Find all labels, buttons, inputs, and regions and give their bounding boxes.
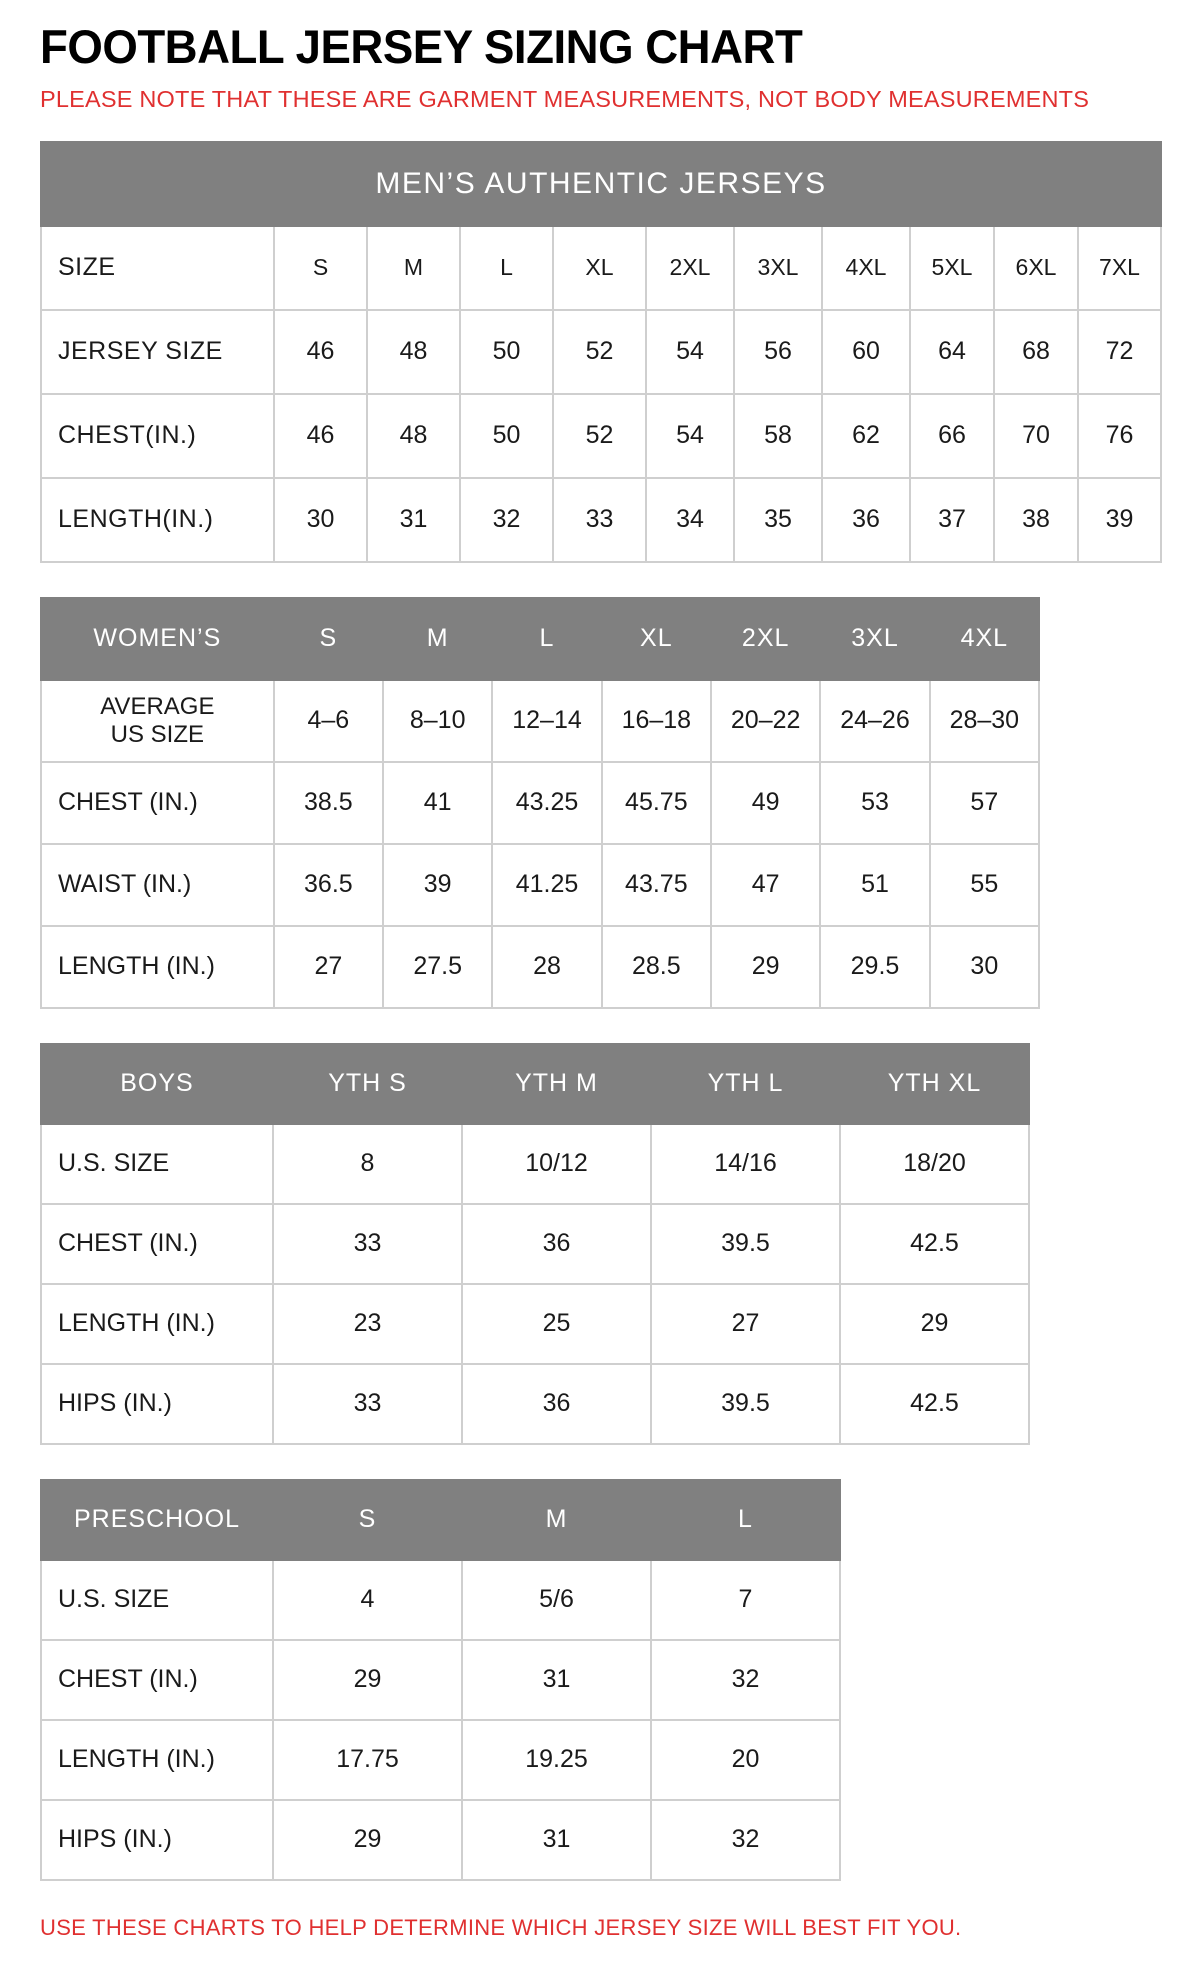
page-title: FOOTBALL JERSEY SIZING CHART (40, 20, 803, 73)
cell: 19.25 (462, 1720, 651, 1800)
table-header-row (41, 1480, 840, 1560)
cell: 50 (460, 394, 553, 478)
cell: 50 (460, 310, 553, 394)
cell: 36.5 (274, 844, 383, 926)
table-row (41, 1800, 840, 1880)
row-label-length: LENGTH(IN.) (41, 478, 274, 562)
womens-size-2xl: 2XL (711, 598, 820, 680)
cell: 38.5 (274, 762, 383, 844)
womens-size-l: L (492, 598, 601, 680)
cell: 8 (273, 1124, 462, 1204)
mens-size-6xl: 6XL (994, 226, 1078, 310)
cell: 43.25 (492, 762, 601, 844)
table-row (41, 680, 1039, 762)
table-row (41, 762, 1039, 844)
row-label-us-size: U.S. SIZE (41, 1124, 273, 1204)
cell: 24–26 (820, 680, 929, 762)
row-label-hips: HIPS (IN.) (41, 1800, 273, 1880)
cell: 29 (273, 1640, 462, 1720)
cell: 27.5 (383, 926, 492, 1008)
cell: 4–6 (274, 680, 383, 762)
cell: 18/20 (840, 1124, 1029, 1204)
cell: 7 (651, 1560, 840, 1640)
mens-size-xl: XL (553, 226, 646, 310)
table-row (41, 394, 1161, 478)
cell: 37 (910, 478, 994, 562)
row-label-chest: CHEST (IN.) (41, 762, 274, 844)
mens-authentic-jerseys-table (40, 141, 1162, 563)
cell: 55 (930, 844, 1039, 926)
table-row (41, 1560, 840, 1640)
cell: 20 (651, 1720, 840, 1800)
cell: 20–22 (711, 680, 820, 762)
row-label-hips: HIPS (IN.) (41, 1364, 273, 1444)
cell: 27 (651, 1284, 840, 1364)
cell: 39.5 (651, 1364, 840, 1444)
table-row (41, 1284, 1029, 1364)
table-row (41, 1720, 840, 1800)
row-label-us-size: U.S. SIZE (41, 1560, 273, 1640)
cell: 35 (734, 478, 822, 562)
cell: 43.75 (602, 844, 711, 926)
cell: 32 (651, 1640, 840, 1720)
womens-size-xl: XL (602, 598, 711, 680)
mens-size-2xl: 2XL (646, 226, 734, 310)
row-label-jersey-size: JERSEY SIZE (41, 310, 274, 394)
cell: 56 (734, 310, 822, 394)
cell: 36 (462, 1204, 651, 1284)
cell: 45.75 (602, 762, 711, 844)
womens-table-header: WOMEN’S (41, 598, 274, 680)
row-label-length: LENGTH (IN.) (41, 1284, 273, 1364)
table-row (41, 1124, 1029, 1204)
cell: 30 (930, 926, 1039, 1008)
cell: 41.25 (492, 844, 601, 926)
preschool-size-l: L (651, 1480, 840, 1560)
cell: 28.5 (602, 926, 711, 1008)
preschool-size-m: M (462, 1480, 651, 1560)
cell: 70 (994, 394, 1078, 478)
cell: 49 (711, 762, 820, 844)
cell: 39 (383, 844, 492, 926)
cell: 60 (822, 310, 910, 394)
cell: 32 (651, 1800, 840, 1880)
row-label-average-us-size: AVERAGE US SIZE (41, 680, 274, 762)
row-label-length: LENGTH (IN.) (41, 926, 274, 1008)
cell: 46 (274, 310, 367, 394)
cell: 5/6 (462, 1560, 651, 1640)
boys-jerseys-table (40, 1043, 1030, 1445)
cell: 17.75 (273, 1720, 462, 1800)
preschool-table-header: PRESCHOOL (41, 1480, 273, 1560)
cell: 31 (367, 478, 460, 562)
cell: 68 (994, 310, 1078, 394)
row-label-chest: CHEST (IN.) (41, 1204, 273, 1284)
cell: 64 (910, 310, 994, 394)
table-row (41, 1204, 1029, 1284)
cell: 36 (462, 1364, 651, 1444)
mens-size-m: M (367, 226, 460, 310)
cell: 38 (994, 478, 1078, 562)
cell: 47 (711, 844, 820, 926)
cell: 23 (273, 1284, 462, 1364)
cell: 46 (274, 394, 367, 478)
womens-size-m: M (383, 598, 492, 680)
row-label-length: LENGTH (IN.) (41, 1720, 273, 1800)
cell: 57 (930, 762, 1039, 844)
womens-size-s: S (274, 598, 383, 680)
table-row (41, 226, 1161, 310)
cell: 33 (273, 1364, 462, 1444)
cell: 29 (840, 1284, 1029, 1364)
cell: 10/12 (462, 1124, 651, 1204)
cell: 33 (273, 1204, 462, 1284)
cell: 33 (553, 478, 646, 562)
cell: 8–10 (383, 680, 492, 762)
preschool-size-s: S (273, 1480, 462, 1560)
table-row (41, 1640, 840, 1720)
womens-size-3xl: 3XL (820, 598, 929, 680)
cell: 25 (462, 1284, 651, 1364)
cell: 14/16 (651, 1124, 840, 1204)
table-row (41, 310, 1161, 394)
cell: 34 (646, 478, 734, 562)
cell: 28 (492, 926, 601, 1008)
cell: 4 (273, 1560, 462, 1640)
row-label-size: SIZE (41, 226, 274, 310)
row-label-waist: WAIST (IN.) (41, 844, 274, 926)
footer-note: USE THESE CHARTS TO HELP DETERMINE WHICH JERSEY SIZE WILL BEST FIT YOU. (40, 1914, 962, 1940)
boys-size-yth-s: YTH S (273, 1044, 462, 1124)
cell: 53 (820, 762, 929, 844)
mens-size-3xl: 3XL (734, 226, 822, 310)
table-header-row (41, 142, 1161, 226)
cell: 29 (711, 926, 820, 1008)
cell: 42.5 (840, 1364, 1029, 1444)
mens-size-4xl: 4XL (822, 226, 910, 310)
mens-size-s: S (274, 226, 367, 310)
table-row (41, 1364, 1029, 1444)
boys-size-yth-m: YTH M (462, 1044, 651, 1124)
boys-size-yth-l: YTH L (651, 1044, 840, 1124)
cell: 48 (367, 310, 460, 394)
mens-size-5xl: 5XL (910, 226, 994, 310)
cell: 62 (822, 394, 910, 478)
cell: 12–14 (492, 680, 601, 762)
mens-size-l: L (460, 226, 553, 310)
cell: 51 (820, 844, 929, 926)
cell: 31 (462, 1800, 651, 1880)
womens-size-4xl: 4XL (930, 598, 1039, 680)
table-header-row (41, 598, 1039, 680)
cell: 72 (1078, 310, 1161, 394)
cell: 48 (367, 394, 460, 478)
cell: 28–30 (930, 680, 1039, 762)
cell: 39.5 (651, 1204, 840, 1284)
cell: 16–18 (602, 680, 711, 762)
cell: 76 (1078, 394, 1161, 478)
table-header-row (41, 1044, 1029, 1124)
cell: 66 (910, 394, 994, 478)
row-label-chest: CHEST(IN.) (41, 394, 274, 478)
cell: 52 (553, 310, 646, 394)
table-row (41, 926, 1039, 1008)
womens-jerseys-table (40, 597, 1040, 1009)
cell: 32 (460, 478, 553, 562)
cell: 42.5 (840, 1204, 1029, 1284)
mens-size-7xl: 7XL (1078, 226, 1161, 310)
cell: 39 (1078, 478, 1161, 562)
measurement-note: PLEASE NOTE THAT THESE ARE GARMENT MEASUREMENTS, NOT BODY MEASUREMENTS (40, 86, 1090, 113)
cell: 52 (553, 394, 646, 478)
cell: 54 (646, 394, 734, 478)
row-label-chest: CHEST (IN.) (41, 1640, 273, 1720)
preschool-jerseys-table (40, 1479, 841, 1881)
cell: 36 (822, 478, 910, 562)
cell: 27 (274, 926, 383, 1008)
table-row (41, 478, 1161, 562)
cell: 29.5 (820, 926, 929, 1008)
cell: 30 (274, 478, 367, 562)
cell: 31 (462, 1640, 651, 1720)
table-row (41, 844, 1039, 926)
boys-table-header: BOYS (41, 1044, 273, 1124)
cell: 54 (646, 310, 734, 394)
cell: 29 (273, 1800, 462, 1880)
boys-size-yth-xl: YTH XL (840, 1044, 1029, 1124)
mens-table-header: MEN’S AUTHENTIC JERSEYS (41, 142, 1161, 226)
cell: 41 (383, 762, 492, 844)
cell: 58 (734, 394, 822, 478)
